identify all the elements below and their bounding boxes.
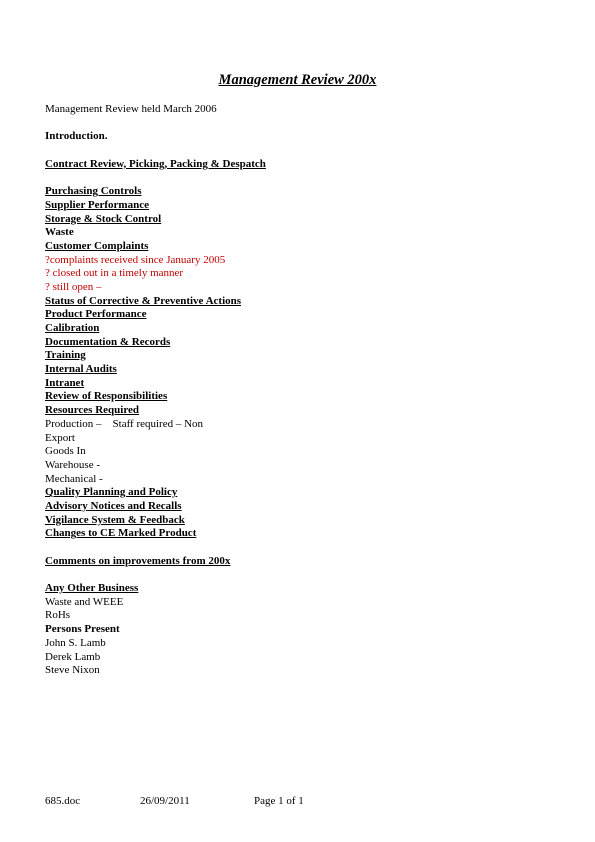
resources-line: Mechanical - bbox=[45, 472, 103, 485]
heading-advisory-notices: Advisory Notices and Recalls bbox=[45, 499, 182, 512]
heading-intranet: Intranet bbox=[45, 376, 85, 389]
resources-line: Production – Staff required – Non bbox=[45, 417, 204, 430]
heading-documentation-records: Documentation & Records bbox=[45, 335, 171, 348]
heading-ce-marked-product: Changes to CE Marked Product bbox=[45, 527, 197, 540]
contract-review-heading: Contract Review, Picking, Packing & Despatch bbox=[45, 157, 266, 170]
aob-item: Waste and WEEE bbox=[45, 595, 124, 608]
heading-quality-planning: Quality Planning and Policy bbox=[45, 486, 178, 499]
person-name: John S. Lamb bbox=[45, 636, 106, 649]
document-body bbox=[45, 103, 545, 678]
heading-storage-stock-control: Storage & Stock Control bbox=[45, 212, 162, 225]
held-line: Management Review held March 2006 bbox=[45, 103, 217, 115]
heading-comments-improvements: Comments on improvements from 200x bbox=[45, 554, 231, 567]
heading-waste: Waste bbox=[45, 226, 74, 239]
heading-calibration: Calibration bbox=[45, 322, 100, 334]
heading-resources-required: Resources Required bbox=[45, 404, 140, 417]
complaint-note: ?complaints received since January 2005 bbox=[45, 253, 226, 266]
resources-line: Goods In bbox=[45, 445, 86, 458]
page-footer bbox=[45, 794, 445, 808]
document-title: Management Review 200x bbox=[218, 72, 377, 88]
resources-line: Export bbox=[45, 431, 75, 444]
heading-review-responsibilities: Review of Responsibilities bbox=[45, 390, 168, 403]
heading-purchasing-controls: Purchasing Controls bbox=[45, 185, 142, 198]
footer-date: 26/09/2011 bbox=[140, 795, 190, 807]
complaint-note: ? still open – bbox=[45, 280, 102, 293]
heading-customer-complaints: Customer Complaints bbox=[45, 239, 149, 252]
heading-product-performance: Product Performance bbox=[45, 308, 147, 321]
resources-line: Warehouse - bbox=[45, 458, 101, 471]
person-name: Derek Lamb bbox=[45, 650, 101, 663]
aob-item: RoHs bbox=[45, 609, 71, 622]
heading-internal-audits: Internal Audits bbox=[45, 363, 117, 376]
heading-any-other-business: Any Other Business bbox=[45, 582, 139, 595]
person-name: Steve Nixon bbox=[45, 664, 100, 677]
heading-persons-present: Persons Present bbox=[45, 623, 120, 636]
footer-filename: 685.doc bbox=[45, 795, 81, 807]
complaint-note: ? closed out in a timely manner bbox=[45, 267, 184, 280]
introduction-heading: Introduction. bbox=[45, 130, 108, 143]
heading-supplier-performance: Supplier Performance bbox=[45, 198, 149, 211]
footer-page-number: Page 1 of 1 bbox=[254, 795, 304, 807]
heading-vigilance-system: Vigilance System & Feedback bbox=[45, 513, 185, 526]
heading-training: Training bbox=[45, 349, 86, 362]
heading-corrective-actions: Status of Corrective & Preventive Actions bbox=[45, 294, 242, 307]
